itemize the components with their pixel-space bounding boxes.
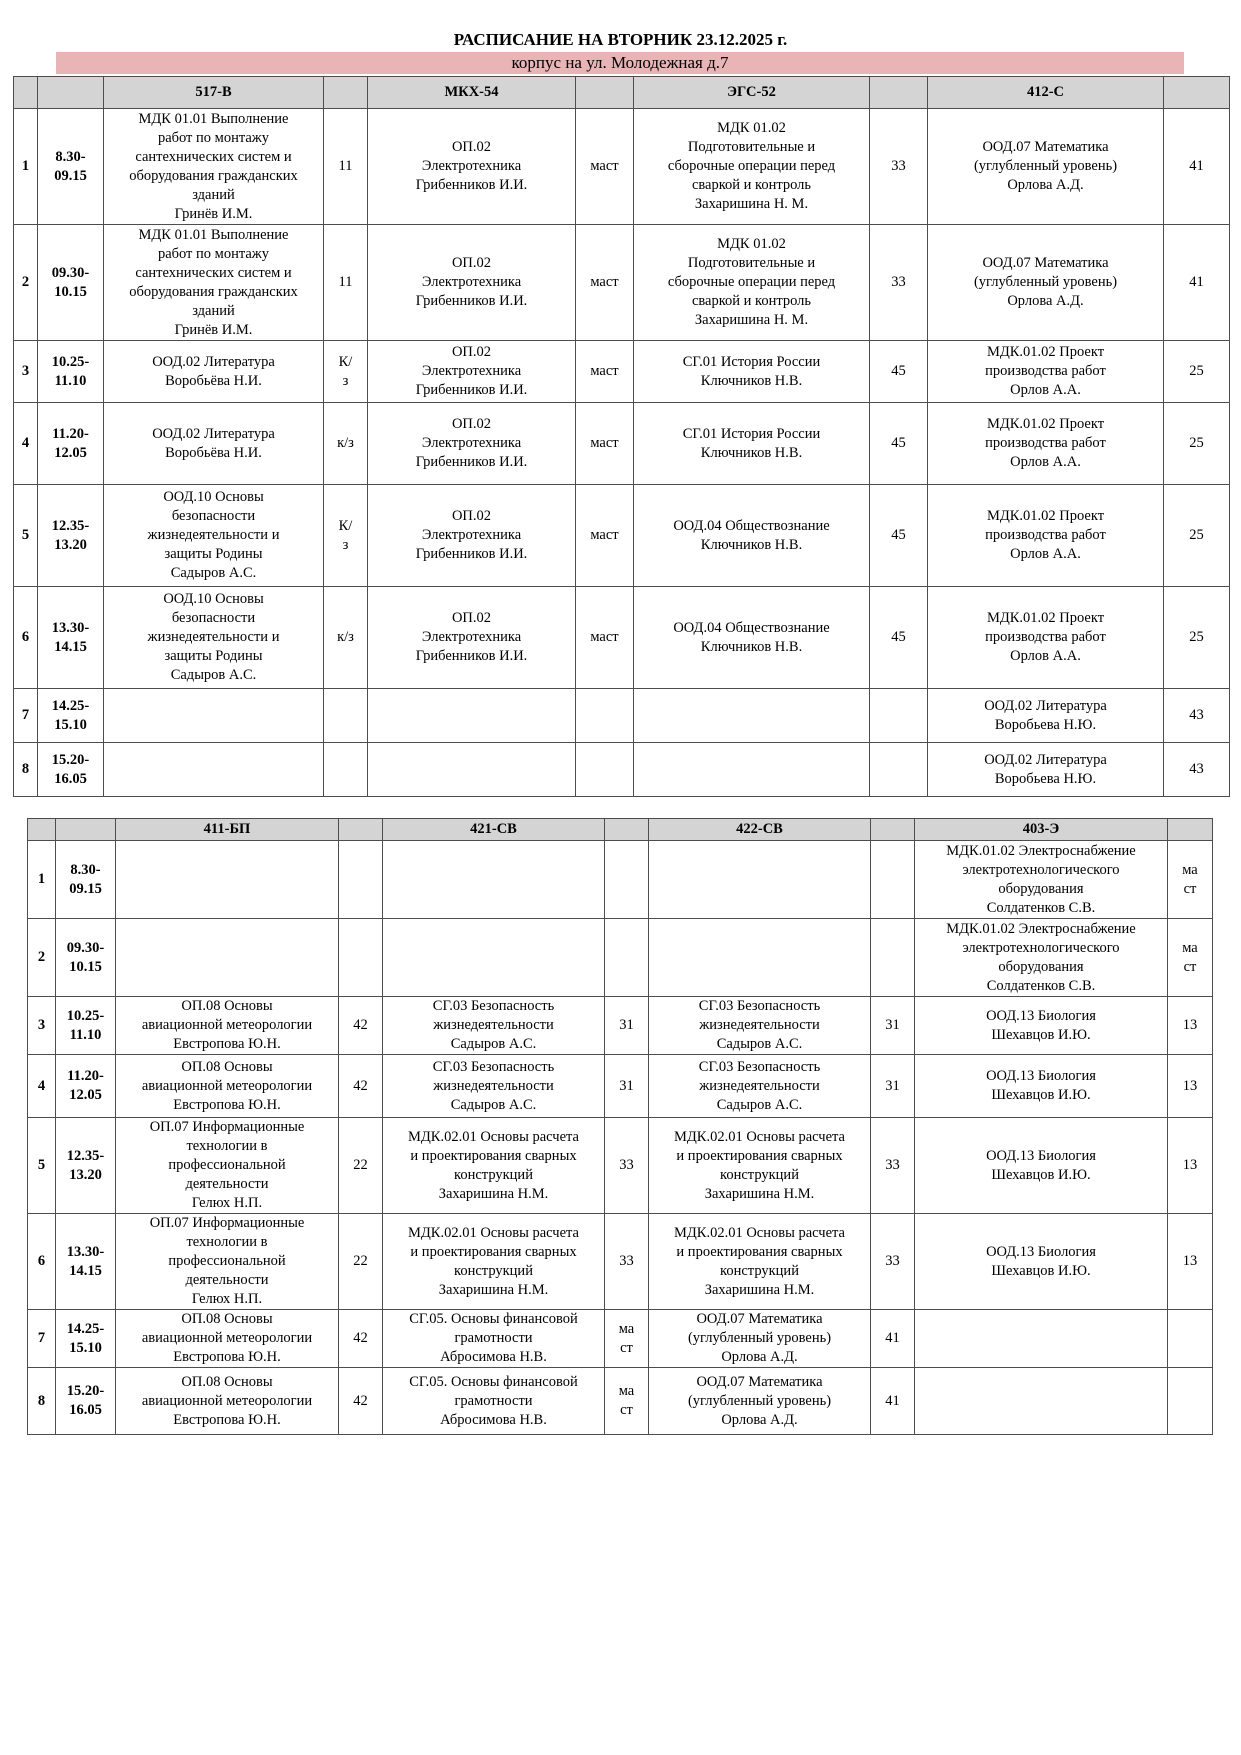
table-row (28, 919, 1213, 997)
subject-cell (634, 689, 870, 743)
subject-cell: ОП.02 Электротехника Грибенников И.И. (368, 485, 576, 587)
subject-cell (634, 743, 870, 797)
header-empty (14, 77, 38, 109)
room-cell: 41 (871, 1368, 915, 1435)
subject-cell: ООД.04 Обществознание Ключников Н.В. (634, 485, 870, 587)
room-cell: 25 (1164, 341, 1230, 403)
room-cell: К/ з (324, 485, 368, 587)
lesson-number: 8 (14, 743, 38, 797)
lesson-time: 10.25- 11.10 (38, 341, 104, 403)
room-cell (339, 919, 383, 997)
room-cell: 11 (324, 225, 368, 341)
room-cell (339, 841, 383, 919)
room-cell: 13 (1168, 1118, 1213, 1214)
room-cell: 13 (1168, 997, 1213, 1055)
subject-cell: МДК.02.01 Основы расчета и проектирования сварных конструкций Захаришина Н.М. (649, 1214, 871, 1310)
room-cell: маст (576, 485, 634, 587)
room-cell: 25 (1164, 403, 1230, 485)
subject-cell: ООД.13 Биология Шехавцов И.Ю. (915, 1214, 1168, 1310)
subject-cell: ОП.08 Основы авиационной метеорологии Евстропова Ю.Н. (116, 1055, 339, 1118)
subject-cell: СГ.05. Основы финансовой грамотности Абросимова Н.В. (383, 1310, 605, 1368)
room-cell: ма ст (1168, 919, 1213, 997)
lesson-time: 8.30- 09.15 (56, 841, 116, 919)
room-cell: 31 (605, 1055, 649, 1118)
room-cell: 33 (605, 1214, 649, 1310)
room-cell: 41 (871, 1310, 915, 1368)
subject-cell: МДК.02.01 Основы расчета и проектирования сварных конструкций Захаришина Н.М. (649, 1118, 871, 1214)
subject-cell: СГ.01 История России Ключников Н.В. (634, 403, 870, 485)
lesson-time: 15.20- 16.05 (38, 743, 104, 797)
lesson-number: 1 (28, 841, 56, 919)
table-row (28, 1214, 1213, 1310)
room-cell (1168, 1368, 1213, 1435)
room-cell (605, 841, 649, 919)
header-empty (1164, 77, 1230, 109)
room-cell: 22 (339, 1214, 383, 1310)
room-cell: 33 (870, 225, 928, 341)
subject-cell (915, 1310, 1168, 1368)
subject-cell: СГ.03 Безопасность жизнедеятельности Садыров А.С. (649, 1055, 871, 1118)
table-row (14, 743, 1230, 797)
lesson-time: 09.30- 10.15 (38, 225, 104, 341)
table-row (14, 341, 1230, 403)
subject-cell (649, 919, 871, 997)
subject-cell: ООД.07 Математика (углубленный уровень) Орлова А.Д. (649, 1368, 871, 1435)
subject-cell (104, 743, 324, 797)
subject-cell: ОП.02 Электротехника Грибенников И.И. (368, 587, 576, 689)
room-cell: 25 (1164, 587, 1230, 689)
table-row (14, 109, 1230, 225)
room-cell: 31 (871, 1055, 915, 1118)
lesson-time: 8.30- 09.15 (38, 109, 104, 225)
room-cell: 13 (1168, 1214, 1213, 1310)
subject-cell: ОП.08 Основы авиационной метеорологии Евстропова Ю.Н. (116, 997, 339, 1055)
subject-cell (649, 841, 871, 919)
table-header-row (28, 819, 1213, 841)
subject-cell: СГ.03 Безопасность жизнедеятельности Садыров А.С. (649, 997, 871, 1055)
room-cell: ма ст (605, 1310, 649, 1368)
subject-cell: ООД.13 Биология Шехавцов И.Ю. (915, 1055, 1168, 1118)
room-cell: 31 (605, 997, 649, 1055)
table-row (28, 1055, 1213, 1118)
header-empty (324, 77, 368, 109)
room-cell: 11 (324, 109, 368, 225)
table-row (14, 225, 1230, 341)
lesson-time: 12.35- 13.20 (56, 1118, 116, 1214)
room-cell (870, 743, 928, 797)
subject-cell (383, 841, 605, 919)
subject-cell: МДК.02.01 Основы расчета и проектирования сварных конструкций Захаришина Н.М. (383, 1118, 605, 1214)
table-row (28, 841, 1213, 919)
subject-cell: ОП.02 Электротехника Грибенников И.И. (368, 225, 576, 341)
subject-cell: ООД.10 Основы безопасности жизнедеятельности и защиты Родины Садыров А.С. (104, 485, 324, 587)
subject-cell: ООД.04 Обществознание Ключников Н.В. (634, 587, 870, 689)
room-cell (871, 841, 915, 919)
lesson-number: 6 (14, 587, 38, 689)
subject-cell (116, 919, 339, 997)
room-cell: 33 (871, 1118, 915, 1214)
subject-cell: ОП.08 Основы авиационной метеорологии Евстропова Ю.Н. (116, 1368, 339, 1435)
lesson-number: 8 (28, 1368, 56, 1435)
subject-cell: ОП.02 Электротехника Грибенников И.И. (368, 109, 576, 225)
lesson-number: 1 (14, 109, 38, 225)
subject-cell (116, 841, 339, 919)
group-header: МКХ-54 (368, 77, 576, 109)
subject-cell (915, 1368, 1168, 1435)
table-header-row (14, 77, 1230, 109)
subject-cell: ОП.02 Электротехника Грибенников И.И. (368, 403, 576, 485)
table-row (14, 485, 1230, 587)
header-empty (605, 819, 649, 841)
room-cell (605, 919, 649, 997)
room-cell: 31 (871, 997, 915, 1055)
lesson-number: 3 (14, 341, 38, 403)
subject-cell: ООД.07 Математика (углубленный уровень) Орлова А.Д. (649, 1310, 871, 1368)
subject-cell: МДК.01.02 Проект производства работ Орлов А.А. (928, 485, 1164, 587)
room-cell: 33 (605, 1118, 649, 1214)
room-cell: 33 (871, 1214, 915, 1310)
header-empty (870, 77, 928, 109)
room-cell: 13 (1168, 1055, 1213, 1118)
room-cell (870, 689, 928, 743)
room-cell: маст (576, 109, 634, 225)
subject-cell: МДК.01.02 Проект производства работ Орлов А.А. (928, 341, 1164, 403)
lesson-time: 11.20- 12.05 (38, 403, 104, 485)
room-cell: 41 (1164, 109, 1230, 225)
room-cell: маст (576, 587, 634, 689)
table-row (28, 1118, 1213, 1214)
group-header: 403-Э (915, 819, 1168, 841)
lesson-number: 7 (28, 1310, 56, 1368)
room-cell: ма ст (605, 1368, 649, 1435)
lesson-time: 15.20- 16.05 (56, 1368, 116, 1435)
header-empty (56, 819, 116, 841)
subject-cell: СГ.03 Безопасность жизнедеятельности Садыров А.С. (383, 1055, 605, 1118)
lesson-number: 6 (28, 1214, 56, 1310)
room-cell: 22 (339, 1118, 383, 1214)
lesson-number: 2 (14, 225, 38, 341)
group-header: 517-В (104, 77, 324, 109)
subject-cell: ОП.07 Информационные технологии в профессиональной деятельности Гелюх Н.П. (116, 1214, 339, 1310)
group-header: 412-С (928, 77, 1164, 109)
room-cell (576, 689, 634, 743)
subject-cell (104, 689, 324, 743)
subject-cell: ООД.02 Литература Воробьева Н.Ю. (928, 689, 1164, 743)
room-cell: маст (576, 225, 634, 341)
subject-cell: ООД.13 Биология Шехавцов И.Ю. (915, 1118, 1168, 1214)
lesson-number: 4 (14, 403, 38, 485)
subject-cell: МДК 01.01 Выполнение работ по монтажу сантехнических систем и оборудования гражданских зданий Гринёв И.М. (104, 225, 324, 341)
subject-cell: МДК 01.02 Подготовительные и сборочные операции перед сваркой и контроль Захаришина Н. М. (634, 225, 870, 341)
room-cell: 42 (339, 1310, 383, 1368)
lesson-number: 4 (28, 1055, 56, 1118)
group-header: 421-СВ (383, 819, 605, 841)
lesson-time: 12.35- 13.20 (38, 485, 104, 587)
lesson-number: 5 (28, 1118, 56, 1214)
table-row (28, 997, 1213, 1055)
room-cell: 45 (870, 341, 928, 403)
lesson-number: 5 (14, 485, 38, 587)
subject-cell: МДК.01.02 Проект производства работ Орлов А.А. (928, 587, 1164, 689)
header-empty (576, 77, 634, 109)
lesson-time: 14.25- 15.10 (56, 1310, 116, 1368)
header-empty (1168, 819, 1213, 841)
subject-cell: СГ.01 История России Ключников Н.В. (634, 341, 870, 403)
table-row (14, 403, 1230, 485)
room-cell: к/з (324, 403, 368, 485)
room-cell (1168, 1310, 1213, 1368)
header-empty (339, 819, 383, 841)
room-cell: 25 (1164, 485, 1230, 587)
lesson-time: 14.25- 15.10 (38, 689, 104, 743)
subject-cell: ООД.10 Основы безопасности жизнедеятельности и защиты Родины Садыров А.С. (104, 587, 324, 689)
subject-cell (368, 689, 576, 743)
schedule-table-2 (27, 818, 1213, 1435)
lesson-time: 13.30- 14.15 (56, 1214, 116, 1310)
subject-cell: ООД.02 Литература Воробьева Н.Ю. (928, 743, 1164, 797)
subject-cell: МДК.01.02 Электроснабжение электротехнологического оборудования Солдатенков С.В. (915, 841, 1168, 919)
campus-location: корпус на ул. Молодежная д.7 (56, 52, 1184, 74)
room-cell (576, 743, 634, 797)
group-header: 411-БП (116, 819, 339, 841)
room-cell: к/з (324, 587, 368, 689)
lesson-time: 10.25- 11.10 (56, 997, 116, 1055)
subject-cell: ОП.08 Основы авиационной метеорологии Евстропова Ю.Н. (116, 1310, 339, 1368)
room-cell: 43 (1164, 689, 1230, 743)
room-cell: 42 (339, 997, 383, 1055)
lesson-number: 2 (28, 919, 56, 997)
subject-cell: ОП.02 Электротехника Грибенников И.И. (368, 341, 576, 403)
room-cell: 41 (1164, 225, 1230, 341)
group-header: 422-СВ (649, 819, 871, 841)
room-cell: 42 (339, 1368, 383, 1435)
schedule-table-1 (13, 76, 1230, 797)
table-row (14, 587, 1230, 689)
room-cell (871, 919, 915, 997)
room-cell (324, 689, 368, 743)
table-row (28, 1368, 1213, 1435)
room-cell: 42 (339, 1055, 383, 1118)
subject-cell: ООД.02 Литература Воробьёва Н.И. (104, 341, 324, 403)
subject-cell: ОП.07 Информационные технологии в профессиональной деятельности Гелюх Н.П. (116, 1118, 339, 1214)
subject-cell (368, 743, 576, 797)
lesson-time: 11.20- 12.05 (56, 1055, 116, 1118)
lesson-time: 13.30- 14.15 (38, 587, 104, 689)
subject-cell: СГ.05. Основы финансовой грамотности Абросимова Н.В. (383, 1368, 605, 1435)
room-cell: ма ст (1168, 841, 1213, 919)
subject-cell: ООД.07 Математика (углубленный уровень) Орлова А.Д. (928, 225, 1164, 341)
room-cell: 45 (870, 485, 928, 587)
header-empty (28, 819, 56, 841)
subject-cell: ООД.13 Биология Шехавцов И.Ю. (915, 997, 1168, 1055)
header-empty (38, 77, 104, 109)
subject-cell: МДК 01.01 Выполнение работ по монтажу сантехнических систем и оборудования гражданских зданий Гринёв И.М. (104, 109, 324, 225)
subject-cell: СГ.03 Безопасность жизнедеятельности Садыров А.С. (383, 997, 605, 1055)
room-cell: маст (576, 341, 634, 403)
room-cell: маст (576, 403, 634, 485)
subject-cell (383, 919, 605, 997)
room-cell (324, 743, 368, 797)
subject-cell: МДК.01.02 Проект производства работ Орлов А.А. (928, 403, 1164, 485)
room-cell: 33 (870, 109, 928, 225)
subject-cell: МДК.01.02 Электроснабжение электротехнологического оборудования Солдатенков С.В. (915, 919, 1168, 997)
room-cell: 45 (870, 403, 928, 485)
room-cell: 45 (870, 587, 928, 689)
header-empty (871, 819, 915, 841)
subject-cell: МДК 01.02 Подготовительные и сборочные операции перед сваркой и контроль Захаришина Н. М. (634, 109, 870, 225)
table-row (28, 1310, 1213, 1368)
subject-cell: МДК.02.01 Основы расчета и проектирования сварных конструкций Захаришина Н.М. (383, 1214, 605, 1310)
lesson-number: 3 (28, 997, 56, 1055)
lesson-number: 7 (14, 689, 38, 743)
subject-cell: ООД.07 Математика (углубленный уровень) Орлова А.Д. (928, 109, 1164, 225)
subject-cell: ООД.02 Литература Воробьёва Н.И. (104, 403, 324, 485)
lesson-time: 09.30- 10.15 (56, 919, 116, 997)
group-header: ЭГС-52 (634, 77, 870, 109)
table-row (14, 689, 1230, 743)
page-title: РАСПИСАНИЕ НА ВТОРНИК 23.12.2025 г. (453, 30, 788, 49)
room-cell: К/ з (324, 341, 368, 403)
room-cell: 43 (1164, 743, 1230, 797)
